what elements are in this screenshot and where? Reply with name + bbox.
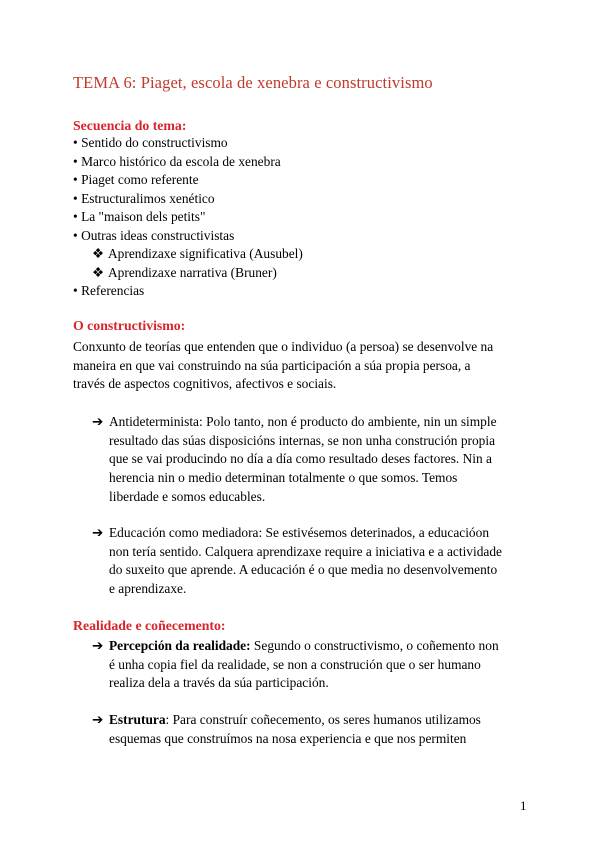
list-item: • Piaget como referente — [73, 172, 199, 187]
bullet-icon: • — [73, 172, 78, 187]
sub-list-item: ❖ Aprendizaxe narrativa (Bruner) — [92, 264, 277, 283]
bullet-icon: • — [73, 135, 78, 150]
constructivism-heading: O constructivismo: — [73, 318, 186, 333]
bullet-icon: • — [73, 227, 78, 243]
mediator-point: ➔ Educación como mediadora: Se estivésemos deterinados, a educacióon non tería sentido. Calquera aprendizaxe require a iniciativa e a actividade do suxeito que aprende. A educación é o que media no desenvolvemento e aprendizaxe. — [92, 525, 502, 597]
structure-point: ➔ Estrutura: Para construír coñecemento, os seres humanos utilizamos esquemas que construímos na nosa experiencia e que nos permiten — [92, 712, 481, 746]
antideterminist-point: ➔ Antideterminista: Polo tanto, non é producto do ambiente, nin un simple resultado das súas disposicións internas, se non unha construción propia que se vai producindo no día a día como resultado deses factores. Nin a herencia nin o medio determinan totalmente o que somos. Temos liberdade e somos educables. — [92, 414, 497, 504]
list-item: • Estructuralimos xenético — [73, 190, 215, 206]
sub-list-item: ❖ Aprendizaxe significativa (Ausubel) — [92, 245, 303, 264]
reality-heading: Realidade e coñecemento: — [73, 618, 226, 633]
arrow-right-icon: ➔ — [92, 414, 104, 429]
list-item: • Sentido do constructivismo — [73, 135, 228, 150]
arrow-right-icon: ➔ — [92, 638, 104, 653]
page-title: TEMA 6: Piaget, escola de xenebra e constructivismo — [73, 73, 433, 92]
bullet-icon: • — [73, 209, 78, 224]
constructivism-intro: Conxunto de teorías que entenden que o individuo (a persoa) se desenvolve na maneira en que vai construindo na súa participación a súa propia persoa, a través de aspectos cognitivos, afectivos e sociais. — [73, 339, 494, 392]
list-item: • Outras ideas constructivistas — [73, 227, 235, 243]
page-number: 1 — [520, 798, 527, 813]
arrow-right-icon: ➔ — [92, 712, 104, 727]
diamond-bullet-icon: ❖ — [92, 246, 105, 261]
diamond-bullet-icon: ❖ — [92, 264, 105, 280]
bullet-icon: • — [73, 190, 78, 206]
list-item: • Referencias — [73, 283, 145, 298]
list-item: • La "maison dels petits" — [73, 209, 206, 224]
arrow-right-icon: ➔ — [92, 525, 104, 540]
bullet-icon: • — [73, 153, 78, 169]
bullet-icon: • — [73, 283, 78, 298]
sequence-heading: Secuencia do tema: — [73, 118, 187, 133]
list-item: • Marco histórico da escola de xenebra — [73, 153, 281, 169]
perception-point: ➔ Percepción da realidade: Segundo o constructivismo, o coñemento non é unha copia fiel da realidade, se non a construción que o ser humano realiza dela a través da súa participación. — [92, 638, 499, 691]
